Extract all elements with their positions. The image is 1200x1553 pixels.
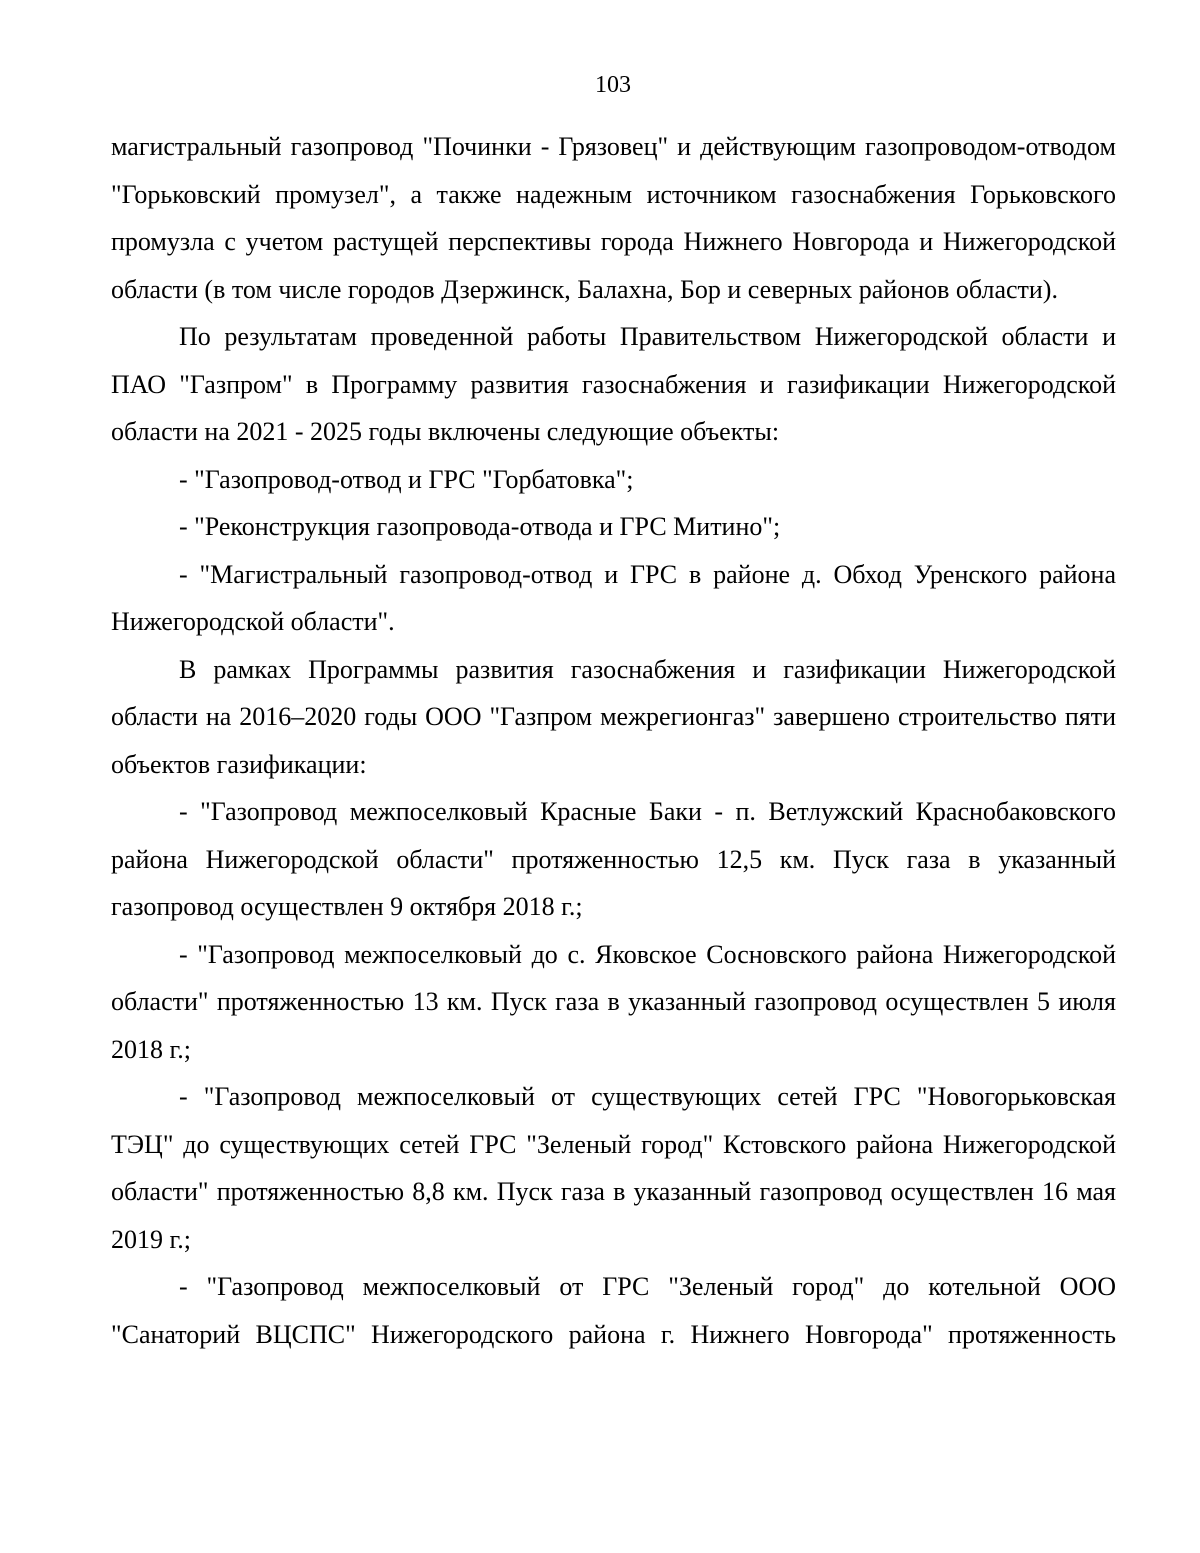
- list-item-krasnye-baki: - "Газопровод межпоселковый Красные Баки - п. Ветлужский Краснобаковского района Нижегородской области" протяженностью 12,5 км. Пуск газа в указанный газопровод осуществлен 9 октября 2018 г.;: [111, 797, 1116, 921]
- paragraph-2: По результатам проведенной работы Правительством Нижегородской области и ПАО "Газпром" в Программу развития газоснабжения и газификации Нижегородской области на 2021 - 2025 годы включены следующие объекты:: [111, 322, 1116, 446]
- list-item-novogorkovskaya: - "Газопровод межпоселковый от существующих сетей ГРС "Новогорьковская ТЭЦ" до существующих сетей ГРС "Зеленый город" Кстовского района Нижегородской области" протяженностью 8,8 км. Пуск газа в указанный газопровод осуществлен 16 мая 2019 г.;: [111, 1082, 1116, 1254]
- list-item-yakovskoe: - "Газопровод межпоселковый до с. Яковское Сосновского района Нижегородской области" протяженностью 13 км. Пуск газа в указанный газопровод осуществлен 5 июля 2018 г.;: [111, 939, 1116, 1064]
- list-item-mitino: - "Реконструкция газопровода-отвода и ГРС Митино";: [179, 512, 781, 541]
- list-item-sanatoriy: - "Газопровод межпоселковый от ГРС "Зеленый город" до котельной ООО "Санаторий ВЦСПС" Нижегородского района г. Нижнего Новгорода" протяженность: [111, 1272, 1116, 1349]
- paragraph-1: магистральный газопровод "Починки - Грязовец" и действующим газопроводом-отводом "Горьковский промузел", а также надежным источником газоснабжения Горьковского промузла с учетом растущей перспективы города Нижнего Новгорода и Нижегородской области (в том числе городов Дзержинск, Балахна, Бор и северных районов области).: [111, 132, 1116, 304]
- list-item-gorbatovka: - "Газопровод-отвод и ГРС "Горбатовка";: [179, 464, 634, 494]
- document-body: [111, 123, 1116, 1358]
- list-item-obkhod: - "Магистральный газопровод-отвод и ГРС в районе д. Обход Уренского района Нижегородской области".: [111, 559, 1116, 636]
- paragraph-program-2016-2020: В рамках Программы развития газоснабжения и газификации Нижегородской области на 2016–2020 годы ООО "Газпром межрегионгаз" завершено строительство пяти объектов газификации:: [111, 654, 1116, 779]
- page-number: 103: [595, 72, 631, 98]
